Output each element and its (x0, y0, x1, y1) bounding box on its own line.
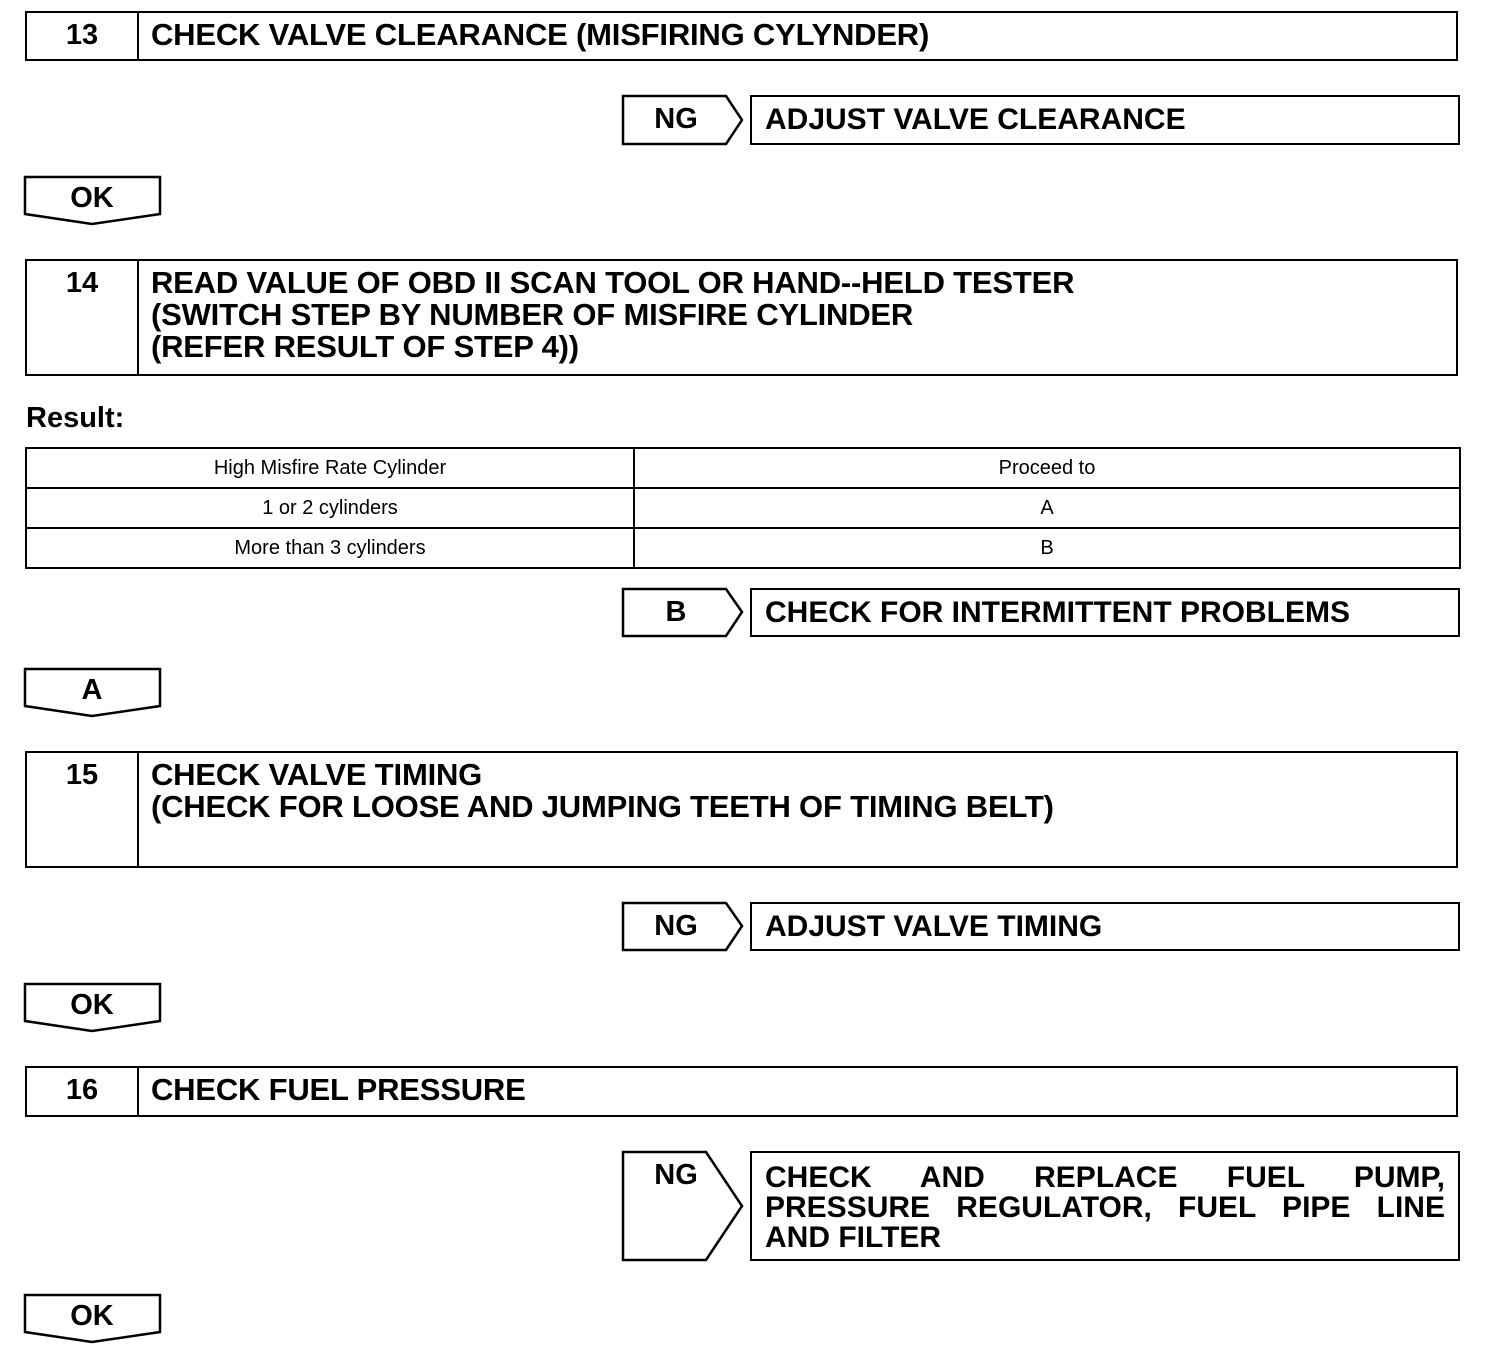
ok-continue-tag (24, 176, 162, 226)
b-branch-tag (622, 588, 746, 637)
step-15-box (25, 751, 1458, 868)
continue-label: OK (70, 182, 114, 214)
ok-continue-tag (24, 1294, 162, 1344)
header-cell: Proceed to (634, 448, 1460, 488)
result-label: Result: (26, 402, 125, 434)
step-number: 13 (27, 13, 139, 59)
table-row (26, 528, 1460, 568)
ok-continue-tag (24, 983, 162, 1033)
a-continue-tag (24, 668, 162, 718)
table-cell: B (634, 528, 1460, 568)
continue-label: OK (70, 989, 114, 1021)
table-header-row (26, 448, 1460, 488)
step-number: 16 (27, 1068, 139, 1115)
branch-tag-label: B (665, 596, 687, 628)
step-title: CHECK FUEL PRESSURE (151, 1072, 526, 1107)
ng-branch-tag (622, 95, 746, 145)
result-table (25, 447, 1461, 569)
ng-branch-tag (622, 1151, 746, 1261)
step-number: 15 (27, 753, 139, 866)
continue-label: OK (70, 1300, 114, 1332)
branch-tag-label: NG (654, 103, 698, 135)
table-row (26, 488, 1460, 528)
step-14-box (25, 259, 1458, 376)
table-cell: More than 3 cylinders (26, 528, 634, 568)
step-title: CHECK VALVE CLEARANCE (MISFIRING CYLYNDER) (151, 17, 930, 52)
action-box: CHECK FOR INTERMITTENT PROBLEMS (750, 588, 1460, 637)
step-title: CHECK VALVE TIMING (CHECK FOR LOOSE AND JUMPING TEETH OF TIMING BELT) (151, 757, 1054, 824)
step-16-box (25, 1066, 1458, 1117)
step-13-box (25, 11, 1458, 61)
branch-tag-label: NG (654, 910, 698, 942)
header-cell: High Misfire Rate Cylinder (26, 448, 634, 488)
table-cell: A (634, 488, 1460, 528)
action-box: CHECK AND REPLACE FUEL PUMP, PRESSURE REGULATOR, FUEL PIPE LINE AND FILTER (750, 1151, 1460, 1261)
table-cell: 1 or 2 cylinders (26, 488, 634, 528)
branch-tag-label: NG (654, 1159, 698, 1191)
step-number: 14 (27, 261, 139, 374)
step-title: READ VALUE OF OBD II SCAN TOOL OR HAND--HELD TESTER (SWITCH STEP BY NUMBER OF MISFIRE CYLINDER (REFER RESULT OF STEP 4)) (151, 265, 1075, 364)
ng-branch-tag (622, 902, 746, 951)
action-box: ADJUST VALVE TIMING (750, 902, 1460, 951)
action-box: ADJUST VALVE CLEARANCE (750, 95, 1460, 145)
continue-label: A (81, 674, 103, 706)
